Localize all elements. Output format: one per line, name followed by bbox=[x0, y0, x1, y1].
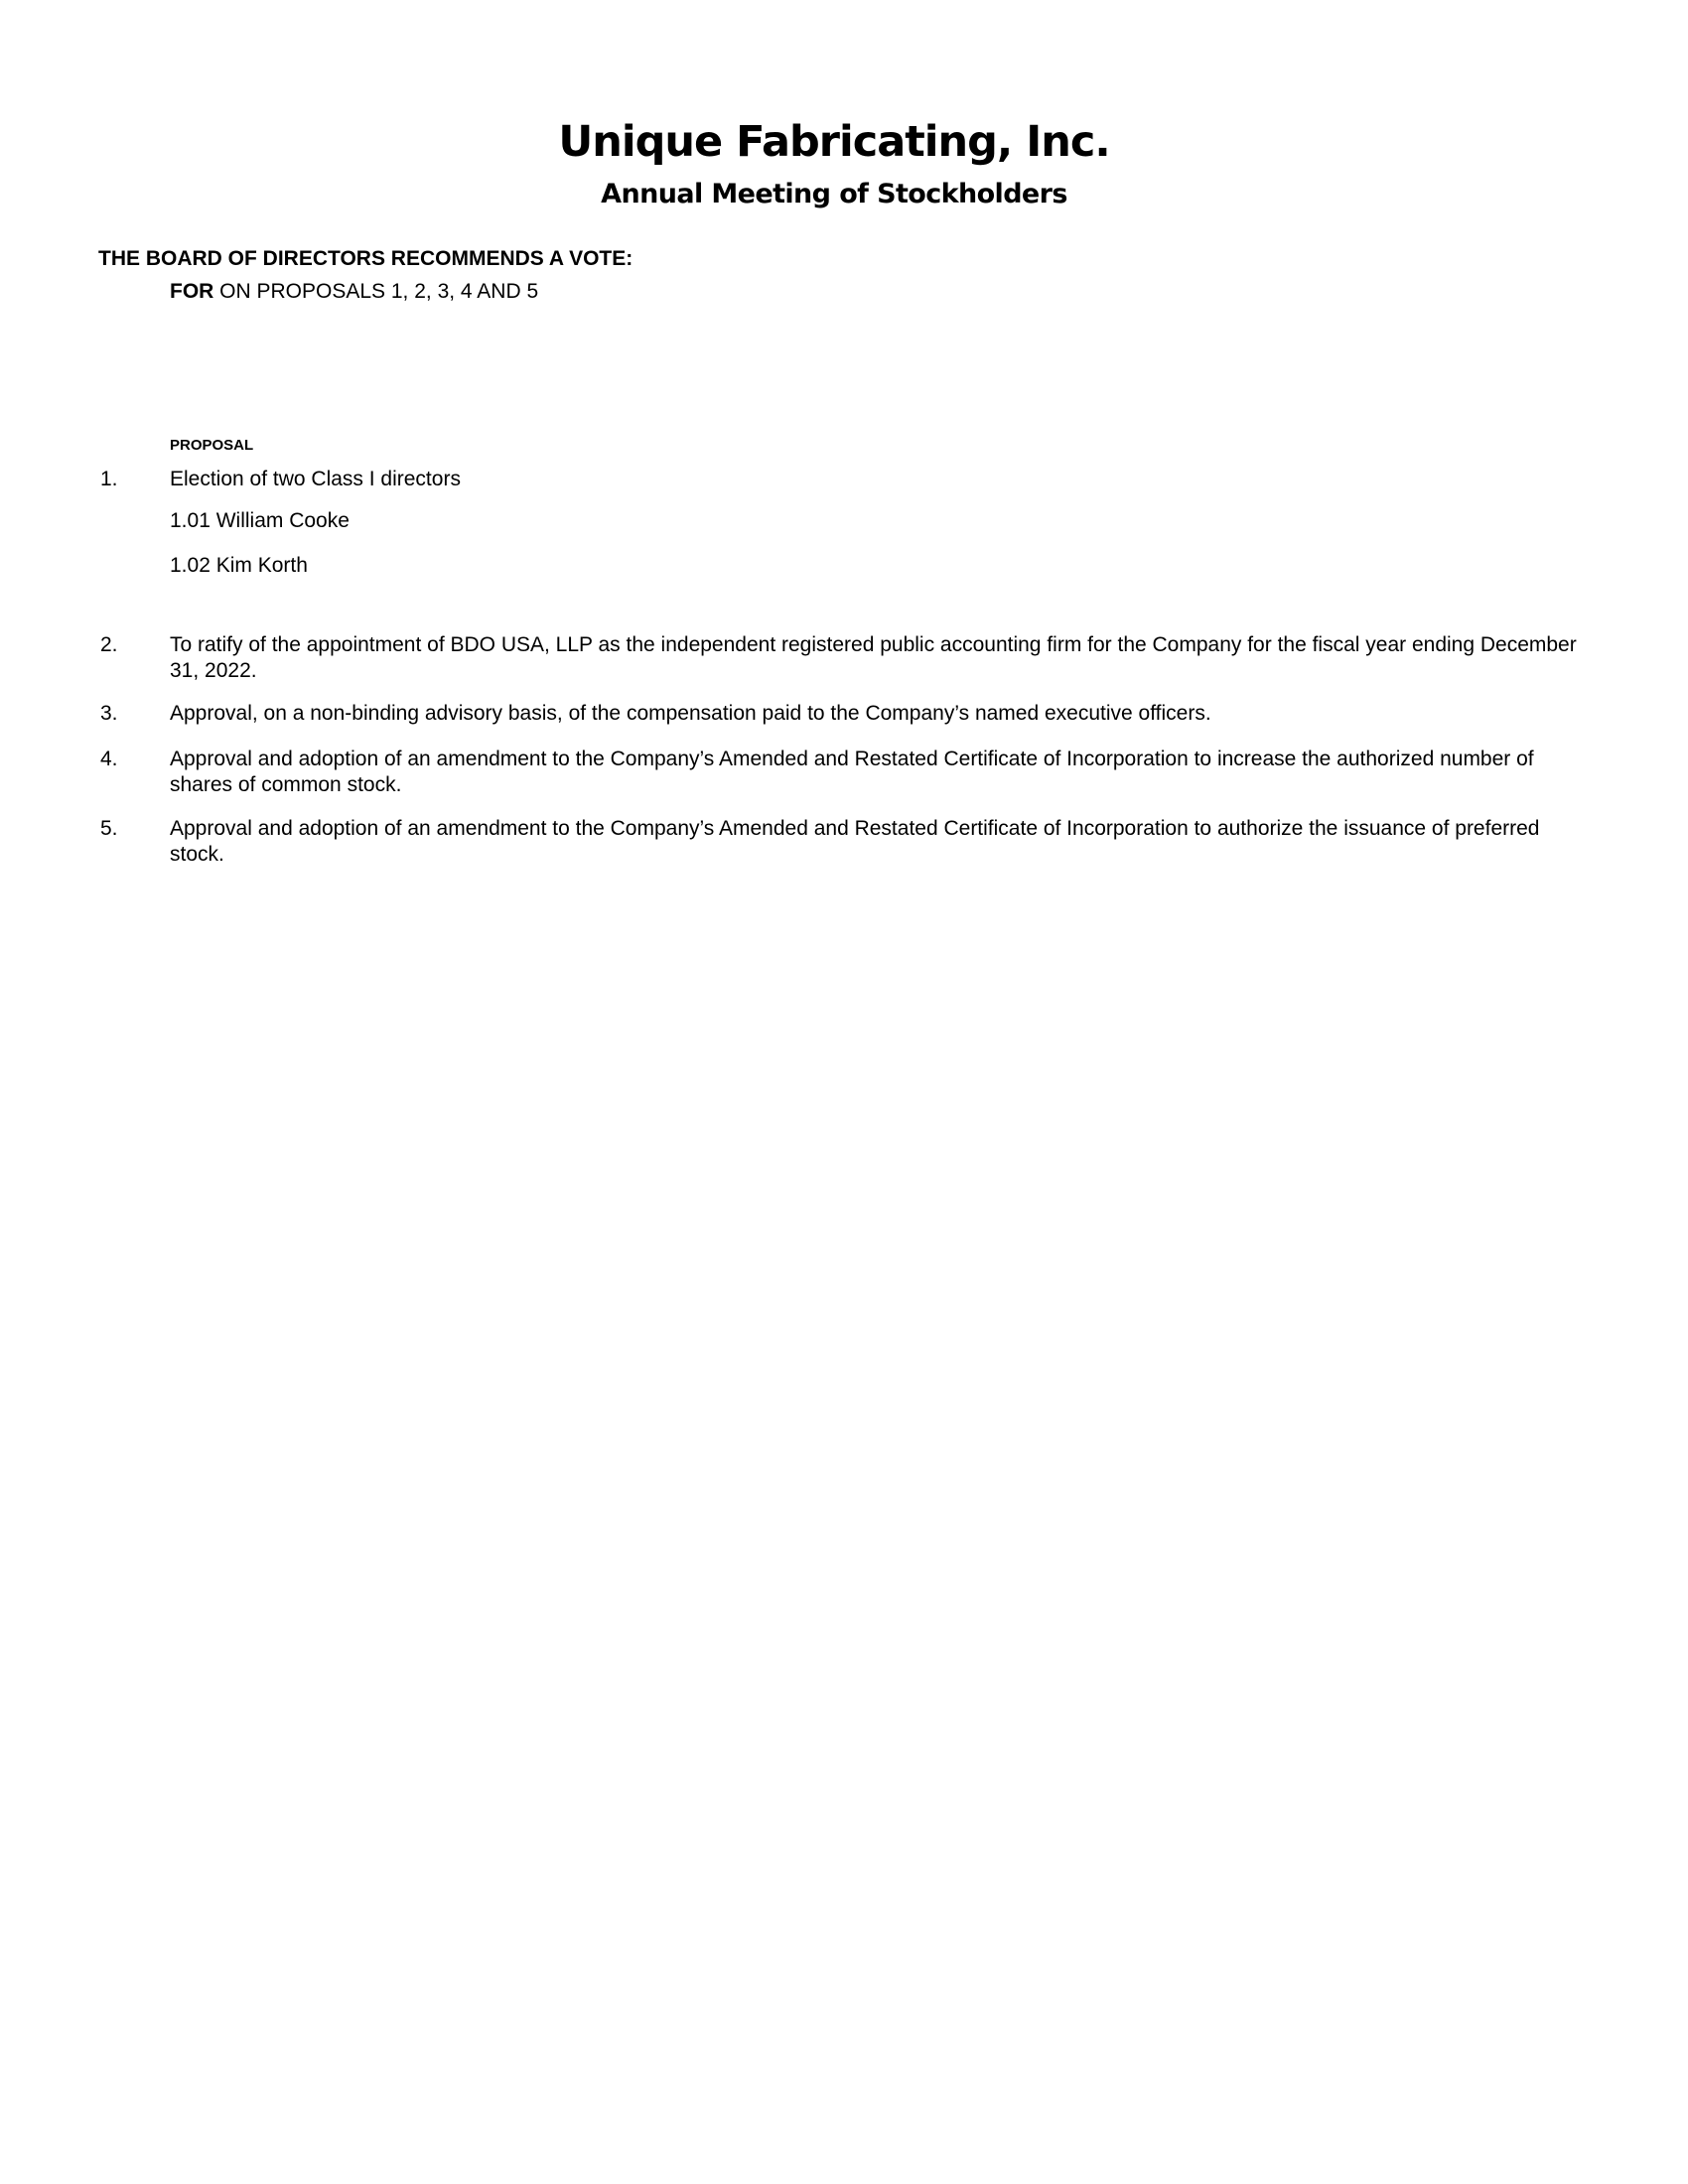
proposal-text: Election of two Class I directors bbox=[170, 468, 461, 490]
vote-for-label: FOR bbox=[170, 280, 214, 303]
proposal-text: To ratify of the appointment of BDO USA, LLP as the independent registered public accounting firm for the Company for the fiscal year ending December 31, 2022. bbox=[170, 633, 1577, 682]
proposal-number: 5. bbox=[100, 817, 118, 840]
proposal-number: 4. bbox=[100, 748, 118, 770]
vote-proposals-text: ON PROPOSALS 1, 2, 3, 4 AND 5 bbox=[213, 280, 539, 303]
proposal-text: Approval and adoption of an amendment to the Company’s Amended and Restated Certificate of Incorporation to increase the authorized number of shares of common stock. bbox=[170, 748, 1534, 796]
vote-recommendation bbox=[170, 279, 538, 305]
proposal-number: 2. bbox=[100, 633, 118, 656]
proposal-column-header: PROPOSAL bbox=[170, 437, 254, 454]
meeting-subtitle: Annual Meeting of Stockholders bbox=[601, 179, 1067, 209]
proposal-text: Approval and adoption of an amendment to the Company’s Amended and Restated Certificate of Incorporation to authorize the issuance of preferred stock. bbox=[170, 817, 1540, 866]
company-title: Unique Fabricating, Inc. bbox=[558, 117, 1110, 167]
board-recommendation-heading: THE BOARD OF DIRECTORS RECOMMENDS A VOTE: bbox=[98, 247, 633, 270]
proposal-number: 3. bbox=[100, 702, 118, 725]
proposal-number: 1. bbox=[100, 468, 118, 490]
nominee-item: 1.01 William Cooke bbox=[170, 509, 350, 532]
proposal-text: Approval, on a non-binding advisory basis, of the compensation paid to the Company’s named executive officers. bbox=[170, 702, 1211, 725]
nominee-item: 1.02 Kim Korth bbox=[170, 554, 308, 577]
